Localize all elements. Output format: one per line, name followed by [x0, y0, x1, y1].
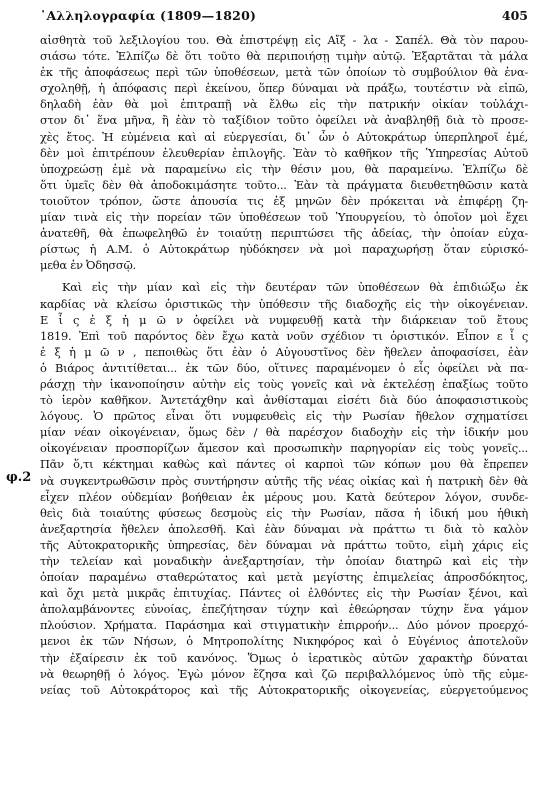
paragraph: [40, 279, 528, 697]
text-line: στον δι᾿ ἕνα μῆνα, ἢ ἐὰν τὸ ταξίδιον τοῦτο ὀφείλει νὰ ἀναβληθῇ διὰ τὸ προσε-: [40, 113, 528, 128]
text-line: ὑποχρεώσῃ ἐμὲ νὰ παραμείνω εἰς τὴν θέσιν μου, θὰ παραμείνω. Ἐλπίζω δὲ: [40, 161, 528, 176]
text-line: δηλαδὴ ἐὰν θὰ μοὶ ἐπιτραπῇ νὰ ἔλθω εἰς τὴν πατρικήν οἰκίαν τοὐλάχι-: [40, 97, 528, 112]
page-header: [40, 8, 528, 26]
text-line: Καὶ εἰς τὴν μίαν καὶ εἰς τὴν δευτέραν τῶν ὑποθέσεων θὰ ἐπιδιώξω ἐκ: [62, 280, 528, 295]
text-line: ἀνεξαρτησία ἤθελεν ἀπολεσθῆ. Καὶ ἐὰν δύναμαι νὰ πράττω τι διὰ τὸ καλὸν: [40, 521, 528, 536]
paragraph: [40, 32, 528, 273]
text-line: εἶχεν πλέον οὐδεμίαν βοήθειαν ἐκ μέρους μου. Κατὰ δεύτερον λόγον, συνδε-: [40, 489, 528, 504]
text-line: λόγους. Ὁ πρῶτος εἶναι ὅτι νυμφευθεὶς εἰς τὴν Ρωσίαν ἤθελον σχηματίσει: [40, 409, 528, 424]
text-line: ὁποίαν παραμένω σταθερώτατος καὶ μετὰ μεγίστης ἐπιμελείας ἀπροσδόκητος,: [40, 570, 528, 585]
margin-folio-note: φ.2: [6, 470, 32, 485]
text-line: ἐ ξ ἡ μ ῶ ν , πεποιθὼς ὅτι ἐὰν ὁ Αὐγουστῖνος δὲν ἤθελεν ἀποφασίσει, ἐὰν: [40, 344, 528, 359]
text-line: τὸ ἱερὸν καθῆκον. Ἀντετάχθην καὶ ἀνθίσταμαι εἰσέτι διὰ δύο ἀποφασιστικοὺς: [40, 393, 528, 408]
text-line: χὲς ἔτος. Ἡ εὐμένεια καὶ αἱ εὐεργεσίαι, δι᾿ ὧν ὁ Αὐτοκράτωρ ὑπερπληροῖ ἐμέ,: [40, 129, 528, 144]
text-line: ὁ Βιάρος ἀντιτίθεται... ἐκ τῶν δύο, οἵτινες παραμένομεν ὁ εἷς ὀφείλει νὰ πα-: [40, 360, 528, 375]
running-title: ᾿Αλληλογραφία (1809—1820): [40, 8, 257, 23]
text-line: ὅτι ὑμεῖς δὲν θὰ ἀποδοκιμάσητε τοῦτο... Ἐὰν τὰ πράγματα διευθετηθῶσιν κατὰ: [40, 177, 528, 192]
text-line: ἐκ τῆς ἀποφάσεως περὶ τῶν ὑποθέσεων, μετὰ τῶν ὁποίων τὸ συμβούλιον θὰ ἐνα-: [40, 65, 528, 80]
text-line: μίαν νέαν οἰκογένειαν, ὅμως δὲν / θὰ παρέσχον διαδοχὴν εἰς τὴν ἰδικήν μου: [40, 425, 528, 440]
text-line: ἀνατεθῆ, θὰ ἐπωφεληθῶ ἐν τοιαύτῃ περιπτώσει τῆς ἀδείας, τὴν ὁποίαν εὐχα-: [40, 226, 528, 241]
text-line: σιάσω τότε. Ἐλπίζω δὲ ὅτι τοῦτο θὰ περιποιήσῃ τιμὴν αὐτῷ. Ἐξαρτᾶται τὰ μάλα: [40, 49, 528, 64]
text-line: σχοληθῇ, ἡ ἀπόφασις περὶ ἐκείνου, ὅπερ δύναμαι νὰ πράξω, τουτέστιν νὰ εἰπῶ,: [40, 81, 528, 96]
text-line: νὰ θεωρηθῇ ὁ λόγος. Ἐγὼ μόνον ἔζησα καὶ ζῶ περιβαλλόμενος ὑπὸ τῆς εὐμε-: [40, 666, 528, 681]
text-line: ἀπολαμβάνοντες εὐνοίας, ἐπεζήτησαν τύχην καὶ ἐθεώρησαν τύχην ἕνα γάμον: [40, 602, 528, 617]
text-line: θεὶς διὰ τοιαύτης φύσεως δεσμοὺς εἰς τὴν Ρωσίαν, πᾶσα ἡ ἰδική μου ἠθικὴ: [40, 505, 528, 520]
text-line: τὴν ἐξαίρεσιν ἐκ τοῦ κανόνος. Ὅμως ὁ ἱερατικὸς αὐτῶν χαρακτὴρ δύναται: [40, 650, 528, 665]
text-line: νὰ συγκεντρωθῶσιν πρὸς συντήρησιν αὐτῆς τῆς νέας οἰκίας καὶ ἡ πατρικὴ δὲν θὰ: [40, 473, 528, 488]
text-line: τοιοῦτον τρόπον, ὥστε ἀπουσία τις ἐξ μηνῶν δὲν πρόκειται νὰ ἐπιφέρῃ ζη-: [40, 193, 528, 208]
text-line: μενοι ἐκ τῶν Νήσων, ὁ Μητροπολίτης Νικηφόρος καὶ ὁ Εὐγένιος ἀποτελοῦν: [40, 634, 528, 649]
text-line: Πᾶν ὅ,τι κέκτημαι καθὼς καὶ πάντες οἱ καρποὶ τῶν κόπων μου θὰ ἔπρεπεν: [40, 457, 528, 472]
text-line: μίαν τινὰ εἰς τὴν πορείαν τῶν ὑποθέσεων τοῦ Ὑπουργείου, τὸ ὁποῖον μοὶ ἔχει: [40, 210, 528, 225]
text-line: καὶ ὄχι μετὰ μικρᾶς ἐπιτυχίας. Πάντες οἱ ἐλθόντες εἰς τὴν Ρωσίαν ξένοι, καὶ: [40, 586, 528, 601]
text-line: τὴν τελείαν καὶ μοναδικὴν ἀνεξαρτησίαν, τὴν ὁποίαν διατηρῶ καὶ εἰς τὴν: [40, 554, 528, 568]
text-line: Ε ἷ ς ἐ ξ ἡ μ ῶ ν ὀφείλει νὰ νυμφευθῇ κατὰ τὴν διάρκειαν τοῦ ἔτους: [40, 312, 528, 327]
text-line: δὲν μοὶ ἐπιτρέπουν ἐλευθερίαν ἐπιλογῆς. Ἐὰν τὸ καθῆκον τῆς Ὑπηρεσίας Αὐτοῦ: [40, 145, 528, 160]
text-line: οἰκογένειαν προσπορίζων ἄμεσον καὶ προσωπικὴν παρηγορίαν εἰς τοὺς γονεῖς...: [40, 441, 528, 456]
text-line: 1819. Ἐπὶ τοῦ παρόντος δὲν ἔχω κατὰ νοῦν σχέδιον τι ὁριστικόν. Εἶπον ε ἷ ς: [40, 328, 528, 343]
text-line: νείας τοῦ Αὐτοκράτορος καὶ τῆς Αὐτοκρατορικῆς οἰκογενείας, εὐεργετούμενος: [40, 682, 528, 697]
text-line: τῆς Αὐτοκρατορικῆς ὑπηρεσίας, δὲν δύναμαι νὰ πράττω τοῦτο, εἰμὴ χάρις εἰς: [40, 537, 528, 552]
text-line: ράσχῃ τὴν ἱκανοποίησιν αὐτὴν εἰς τοὺς γονεῖς καὶ νὰ ἐκτελέσῃ ἐπαξίως τοῦτο: [40, 376, 528, 391]
text-line: πλούσιον. Χρήματα. Παράσημα καὶ στιγματικὴν ἐπιρροήν... Δύο μόνον προερχό-: [40, 618, 528, 633]
body-text: [40, 32, 528, 698]
text-line: καρδίας νὰ κλείσω ὁριστικῶς τὴν ὑπόθεσιν τῆς διαδοχῆς εἰς τὴν οἰκογένειαν.: [40, 296, 528, 311]
text-line: αἰσθητὰ τοῦ λεξιλογίου του. Θὰ ἐπιστρέψῃ εἰς Αἴξ - λα - Σαπέλ. Θὰ τὸν παρου-: [40, 33, 528, 47]
text-line: ρίστως ἡ Α.Μ. ὁ Αὐτοκράτωρ ηὐδόκησεν νὰ μοὶ παραχωρήσῃ ὅταν εὑρισκό-: [40, 242, 528, 257]
text-line: μεθα ἐν Ὀδησσῷ.: [40, 258, 136, 273]
page-number: 405: [501, 8, 528, 23]
